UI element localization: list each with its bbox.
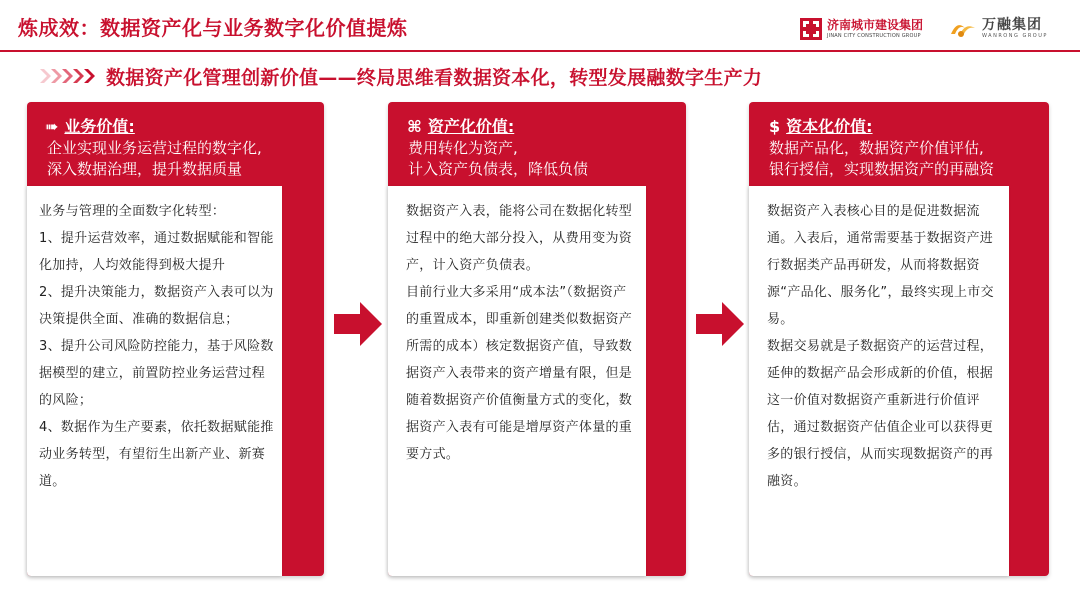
panel-title bbox=[407, 114, 514, 137]
panel-title bbox=[45, 114, 135, 137]
panel-body bbox=[388, 186, 646, 576]
panel-paragraph: 数据资产入表核心目的是促进数据流通。入表后，通常需要基于数据资产进行数据类产品再研发，从而将数据资源“产品化、服务化”，最终实现上市交易。 bbox=[767, 204, 994, 327]
chevrons-icon bbox=[40, 67, 96, 85]
command-icon: ⌘ bbox=[407, 117, 422, 136]
panel-paragraph: 4、数据作为生产要素，依托数据赋能推动业务转型，有望衍生出新产业、新赛道。 bbox=[39, 420, 274, 489]
header-bar bbox=[0, 0, 1080, 52]
panel-body bbox=[27, 186, 282, 576]
right-arrow-icon bbox=[696, 300, 744, 348]
section-subtitle: 数据资产化管理创新价值——终局思维看数据资本化，转型发展融数字生产力 bbox=[106, 66, 763, 89]
panel-header-line: 数据产品化，数据资产价值评估, bbox=[769, 139, 984, 157]
panel-paragraph: 数据资产入表，能将公司在数据化转型过程中的绝大部分投入，从费用变为资产，计入资产负债表。 bbox=[406, 204, 633, 273]
panel-body bbox=[749, 186, 1009, 576]
jinan-logo-english: JINAN CITY CONSTRUCTION GROUP bbox=[827, 32, 921, 39]
panel-header-line: 深入数据治理，提升数据质量 bbox=[47, 160, 243, 178]
wanrong-logo-icon bbox=[949, 18, 979, 40]
panel-header-line: 计入资产负债表，降低负债 bbox=[408, 160, 589, 178]
panel-paragraph: 1、提升运营效率，通过数据赋能和智能化加持，人均效能得到极大提升 bbox=[39, 231, 274, 273]
panel-paragraph: 2、提升决策能力，数据资产入表可以为决策提供全面、准确的数据信息； bbox=[39, 285, 274, 327]
panel-header bbox=[388, 102, 686, 186]
dollar-icon: $ bbox=[769, 117, 781, 136]
right-arrow-icon bbox=[334, 300, 382, 348]
subtitle-row bbox=[40, 62, 762, 90]
panel-paragraph: 业务与管理的全面数字化转型： bbox=[39, 204, 226, 219]
panel-asset-value bbox=[388, 102, 686, 576]
panel-paragraph: 3、提升公司风险防控能力，基于风险数据模型的建立，前置防控业务运营过程的风险； bbox=[39, 339, 274, 408]
jinan-logo-name: 济南城市建设集团 bbox=[827, 17, 924, 32]
panel-paragraph: 目前行业大多采用“成本法”（数据资产的重置成本，即重新创建类似数据资产所需的成本）核定数据资产值，导致数据资产入表带来的资产增量有限，但是随着数据资产价值衡量方式的变化，数据资产入表有可能是增厚资产体量的重要方式。 bbox=[406, 285, 633, 462]
wanrong-logo bbox=[949, 16, 1048, 42]
panel-header-line: 银行授信，实现数据资产的再融资 bbox=[769, 160, 995, 178]
wanrong-logo-name: 万融集团 bbox=[982, 17, 1042, 33]
panel-title-text: 业务价值: bbox=[64, 117, 135, 136]
wanrong-logo-english: WANRONG GROUP bbox=[982, 33, 1048, 39]
panel-title-text: 资本化价值: bbox=[786, 117, 873, 136]
panel-title-text: 资产化价值: bbox=[427, 117, 515, 136]
arrow-icon: ➠ bbox=[45, 117, 59, 136]
panel-title bbox=[769, 114, 873, 137]
panel-header-line: 费用转化为资产, bbox=[408, 139, 518, 157]
panel-capital-value bbox=[749, 102, 1049, 576]
panel-business-value bbox=[27, 102, 324, 576]
header-divider bbox=[0, 50, 1080, 52]
page-title: 炼成效：数据资产化与业务数字化价值提炼 bbox=[18, 16, 408, 40]
panel-header-line: 企业实现业务运营过程的数字化, bbox=[47, 139, 262, 157]
jinan-logo bbox=[800, 16, 923, 42]
panel-header bbox=[749, 102, 1049, 186]
jinan-logo-icon bbox=[800, 18, 822, 40]
panel-header bbox=[27, 102, 324, 186]
panel-paragraph: 数据交易就是子数据资产的运营过程，延伸的数据产品会形成新的价值，根据这一价值对数据资产重新进行价值评估，通过数据资产估值企业可以获得更多的银行授信，从而实现数据资产的再融资。 bbox=[767, 339, 994, 489]
